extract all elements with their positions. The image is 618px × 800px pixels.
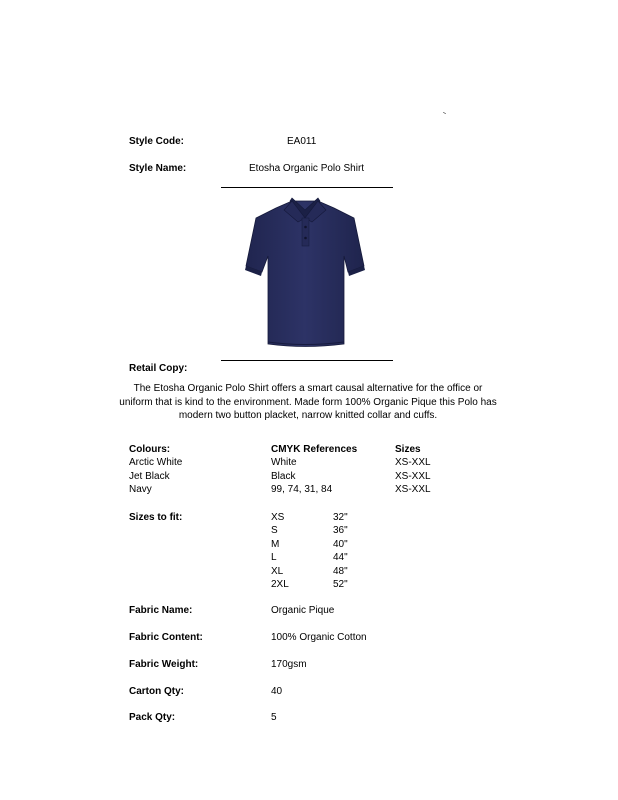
size-code: S	[271, 525, 278, 536]
size-code: M	[271, 539, 280, 550]
size-chest: 44"	[333, 552, 348, 563]
retail-copy-text: The Etosha Organic Polo Shirt offers a smart causal alternative for the office or uniform that is kind to the environment. Made form 100% Organic Pique this Polo has modern two button placket, narrow knitted collar and cuffs.	[119, 383, 497, 421]
fabric-weight-label: Fabric Weight:	[129, 659, 199, 670]
pack-qty-label: Pack Qty:	[129, 712, 176, 723]
sizes-header: Sizes	[395, 444, 421, 455]
size-chest: 52"	[333, 579, 348, 590]
colour-name: Arctic White	[129, 457, 183, 468]
style-code-label: Style Code:	[129, 136, 185, 147]
cmyk-header: CMYK References	[271, 444, 358, 455]
pack-qty-value: 5	[271, 712, 277, 723]
carton-qty-value: 40	[271, 686, 283, 697]
divider-bottom	[221, 360, 393, 361]
fabric-weight-value: 170gsm	[271, 659, 307, 670]
colour-cmyk: White	[271, 457, 297, 468]
colour-name: Jet Black	[129, 471, 170, 482]
sizes-to-fit-label: Sizes to fit:	[129, 512, 183, 523]
style-name-value: Etosha Organic Polo Shirt	[249, 163, 365, 174]
colour-cmyk: 99, 74, 31, 84	[271, 484, 333, 495]
fabric-name-value: Organic Pique	[271, 605, 335, 616]
product-image	[240, 196, 370, 352]
size-code: L	[271, 552, 277, 563]
polo-shirt-image	[240, 196, 370, 352]
size-chest: 48"	[333, 566, 348, 577]
style-code-value: EA011	[287, 136, 317, 147]
colour-name: Navy	[129, 484, 152, 495]
size-code: XL	[271, 566, 284, 577]
fabric-content-label: Fabric Content:	[129, 632, 203, 643]
colour-cmyk: Black	[271, 471, 296, 482]
style-name-label: Style Name:	[129, 163, 187, 174]
fabric-name-label: Fabric Name:	[129, 605, 193, 616]
size-chest: 40"	[333, 539, 348, 550]
stray-mark	[443, 106, 446, 108]
size-chest: 36"	[333, 525, 348, 536]
fabric-content-value: 100% Organic Cotton	[271, 632, 367, 643]
colours-header: Colours:	[129, 444, 171, 455]
size-code: XS	[271, 512, 285, 523]
colour-sizes: XS-XXL	[395, 484, 431, 495]
retail-copy-label: Retail Copy:	[129, 363, 188, 374]
colour-sizes: XS-XXL	[395, 457, 431, 468]
colour-sizes: XS-XXL	[395, 471, 431, 482]
divider-top	[221, 187, 393, 188]
size-chest: 32"	[333, 512, 348, 523]
size-code: 2XL	[271, 579, 289, 590]
carton-qty-label: Carton Qty:	[129, 686, 184, 697]
